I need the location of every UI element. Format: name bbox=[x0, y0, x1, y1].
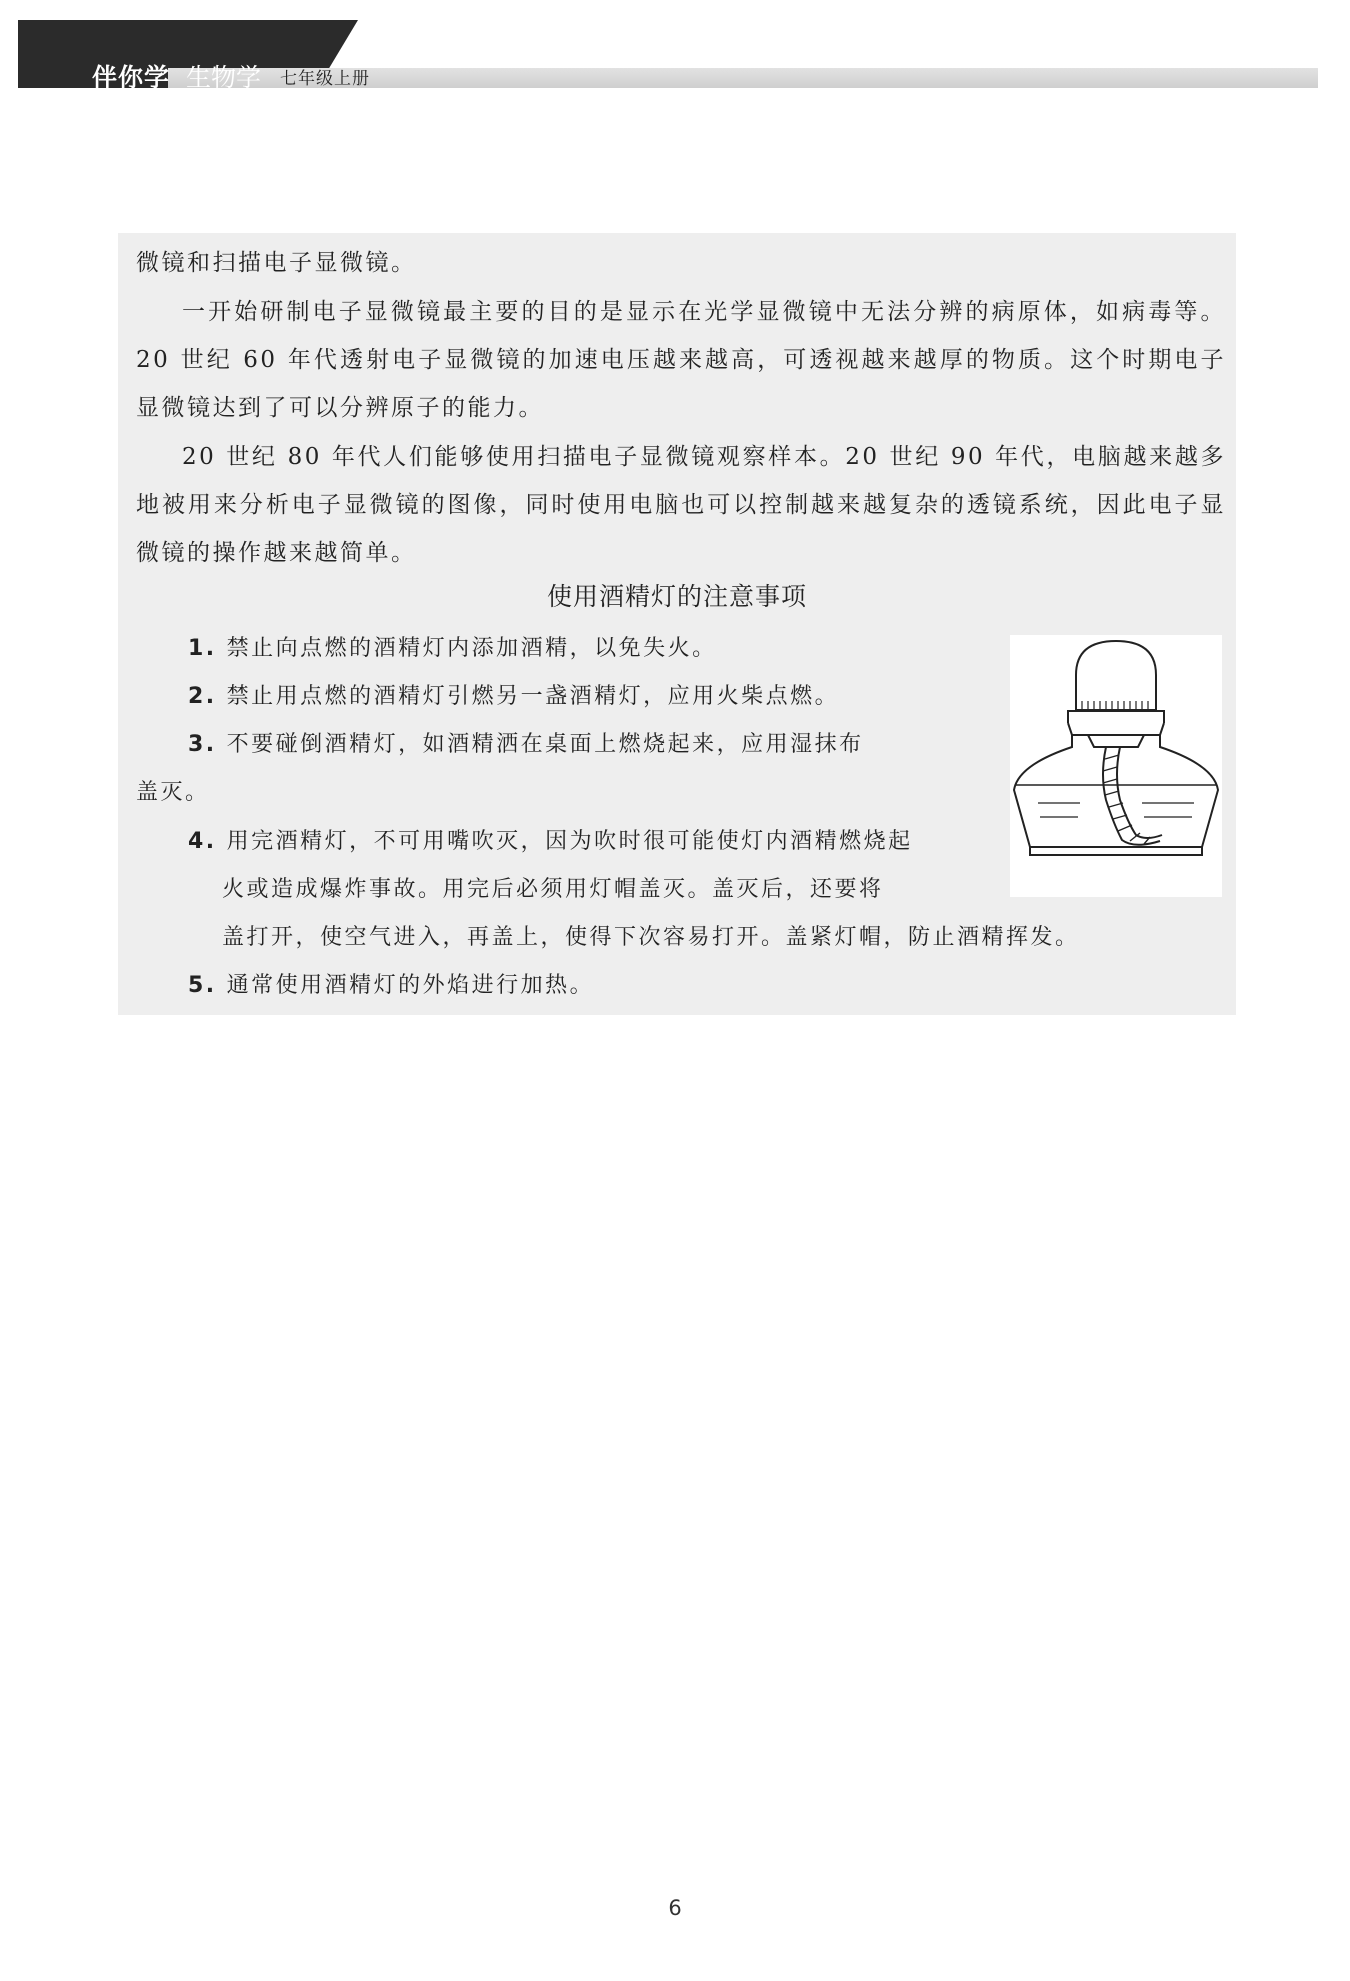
alcohol-lamp-icon bbox=[1010, 635, 1222, 897]
item-text: 禁止向点燃的酒精灯内添加酒精，以免失火。 bbox=[226, 636, 717, 661]
list-item bbox=[188, 673, 839, 721]
item-text: 通常使用酒精灯的外焰进行加热。 bbox=[226, 973, 595, 998]
content-block bbox=[118, 233, 1236, 1015]
item-text: 不要碰倒酒精灯，如酒精洒在桌面上燃烧起来，应用湿抹布 bbox=[226, 732, 864, 757]
paragraph-electron-microscope-history: 20 世纪 80 年代人们能够使用扫描电子显微镜观察样本。20 世纪 90 年代，电脑越来越多地被用来分析电子显微镜的图像，同时使用电脑也可以控制越来越复杂的透镜系统，因此电子显微镜的操作越来越简单。 bbox=[136, 444, 1226, 566]
item-text: 用完酒精灯，不可用嘴吹灭，因为吹时很可能使灯内酒精燃烧起 bbox=[226, 829, 913, 854]
item-number: 5. bbox=[188, 973, 217, 998]
list-item-continuation: 盖灭。 bbox=[136, 780, 210, 805]
list-item bbox=[188, 962, 594, 1010]
paragraph-continuation: 微镜和扫描电子显微镜。 bbox=[136, 250, 417, 276]
list-item-continuation: 火或造成爆炸事故。用完后必须用灯帽盖灭。盖灭后，还要将 bbox=[222, 877, 884, 902]
item-number: 3. bbox=[188, 732, 217, 757]
item-text: 禁止用点燃的酒精灯引燃另一盏酒精灯，应用火柴点燃。 bbox=[226, 684, 840, 709]
page-number: 6 bbox=[668, 1896, 682, 1920]
subject-title: 生物学 bbox=[186, 63, 262, 92]
section-title: 使用酒精灯的注意事项 bbox=[546, 582, 807, 611]
item-number: 4. bbox=[188, 829, 217, 854]
alcohol-lamp-illustration bbox=[1010, 635, 1222, 897]
page-header bbox=[18, 20, 1318, 92]
list-item-continuation: 盖打开，使空气进入，再盖上，使得下次容易打开。盖紧灯帽，防止酒精挥发。 bbox=[222, 925, 1080, 950]
list-item bbox=[188, 625, 717, 673]
item-number: 1. bbox=[188, 636, 217, 661]
grade-label: 七年级上册 bbox=[280, 69, 370, 89]
series-brand: 伴你学 bbox=[92, 63, 171, 92]
item-number: 2. bbox=[188, 684, 217, 709]
list-item bbox=[188, 721, 864, 769]
paragraph-electron-microscope-purpose: 一开始研制电子显微镜最主要的目的是显示在光学显微镜中无法分辨的病原体，如病毒等。20 世纪 60 年代透射电子显微镜的加速电压越来越高，可透视越来越厚的物质。这个时期电子显微镜达到了可以分辨原子的能力。 bbox=[136, 299, 1226, 421]
list-item bbox=[188, 818, 913, 866]
